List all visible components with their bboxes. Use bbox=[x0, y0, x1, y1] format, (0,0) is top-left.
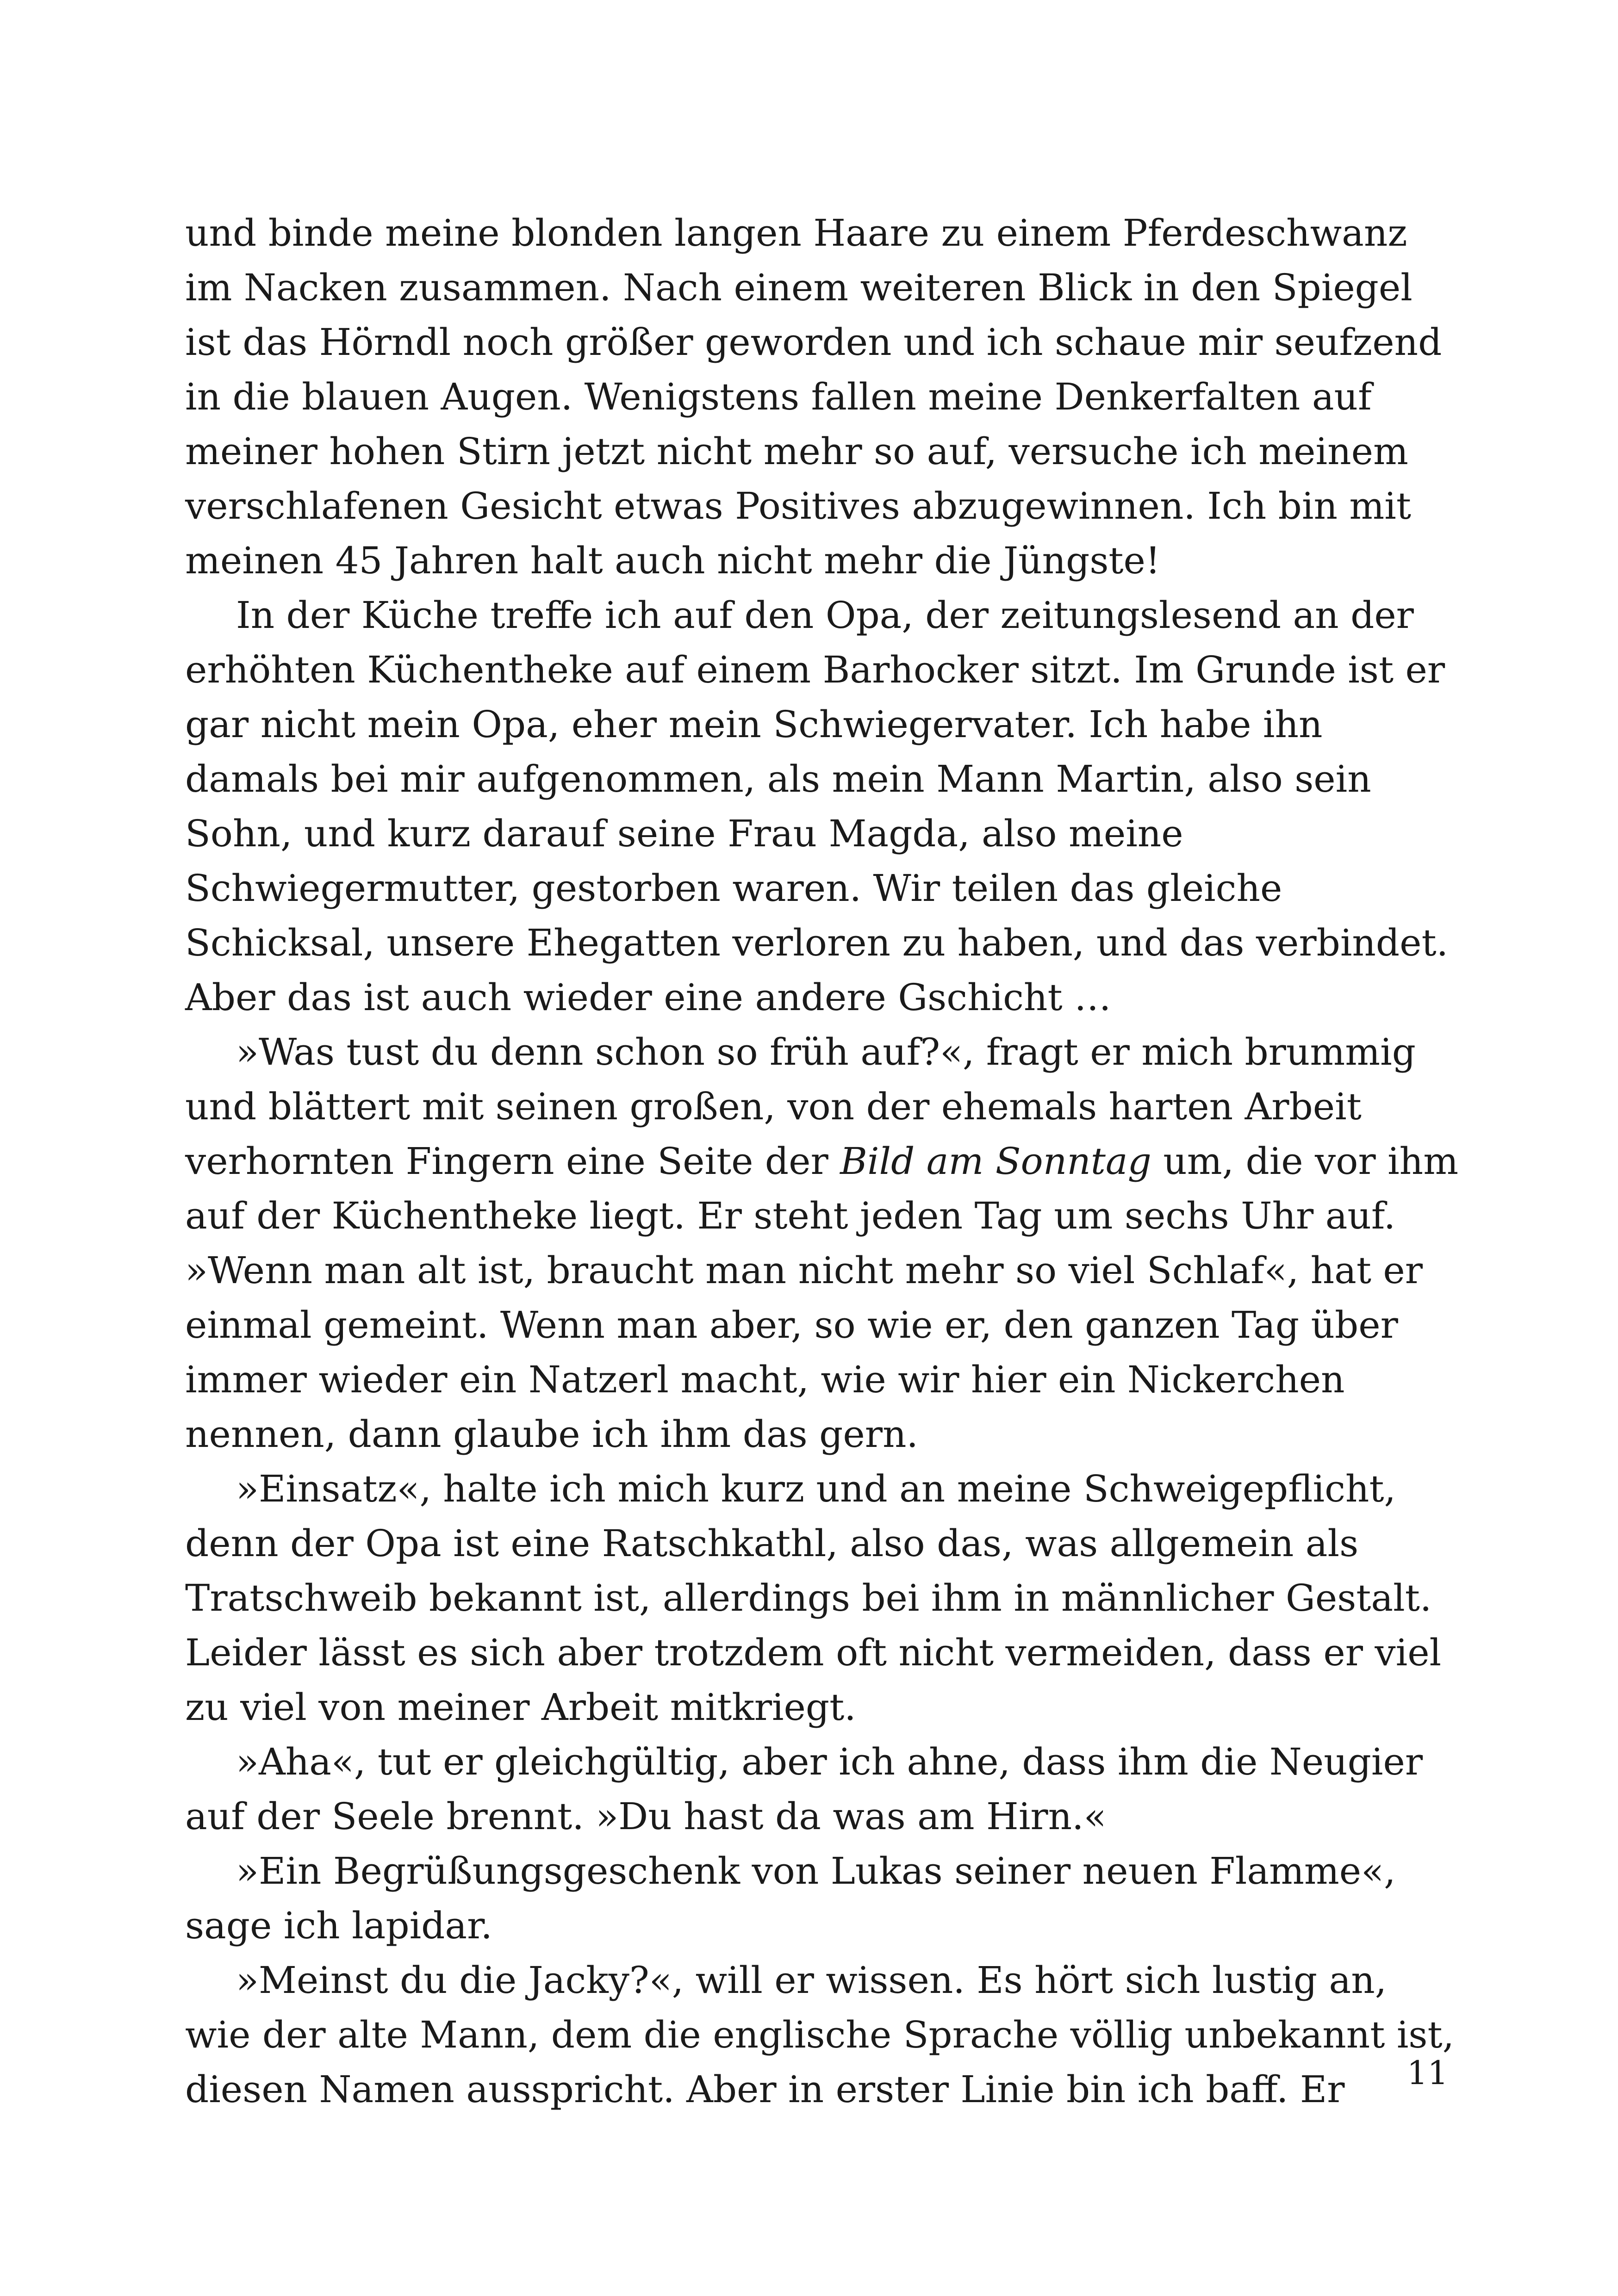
text-segment: verhornten Fingern eine Seite der bbox=[185, 1140, 840, 1183]
text-line: in die blauen Augen. Wenigstens fallen meine Denkerfalten auf bbox=[185, 375, 1372, 418]
body-text bbox=[185, 206, 1459, 2117]
text-line: immer wieder ein Natzerl macht, wie wir hier ein Nickerchen bbox=[185, 1358, 1345, 1401]
text-line: »Ein Begrüßungsgeschenk von Lukas seiner neuen Flamme«, bbox=[236, 1849, 1396, 1893]
text-line: wie der alte Mann, dem die englische Sprache völlig unbekannt ist, bbox=[185, 2013, 1455, 2056]
text-line: denn der Opa ist eine Ratschkathl, also das, was allgemein als bbox=[185, 1522, 1359, 1565]
text-line: verschlafenen Gesicht etwas Positives abzugewinnen. Ich bin mit bbox=[185, 484, 1411, 527]
text-line: erhöhten Küchentheke auf einem Barhocker sitzt. Im Grunde ist er bbox=[185, 648, 1445, 691]
text-line: »Einsatz«, halte ich mich kurz und an meine Schweigepflicht, bbox=[236, 1467, 1396, 1510]
text-line: Leider lässt es sich aber trotzdem oft nicht vermeiden, dass er viel bbox=[185, 1631, 1442, 1674]
text-line: diesen Namen ausspricht. Aber in erster Linie bin ich baff. Er bbox=[185, 2068, 1345, 2111]
text-line: nennen, dann glaube ich ihm das gern. bbox=[185, 1413, 918, 1456]
text-line: auf der Seele brennt. »Du hast da was am Hirn.« bbox=[185, 1795, 1107, 1838]
newspaper-title: Bild am Sonntag bbox=[840, 1140, 1151, 1183]
text-line: sage ich lapidar. bbox=[185, 1904, 492, 1947]
text-line: »Was tust du denn schon so früh auf?«, fragt er mich brummig bbox=[236, 1030, 1416, 1074]
text-line: In der Küche treffe ich auf den Opa, der zeitungslesend an der bbox=[236, 594, 1414, 637]
text-line: damals bei mir aufgenommen, als mein Mann Martin, also sein bbox=[185, 757, 1371, 800]
text-line: Sohn, und kurz darauf seine Frau Magda, also meine bbox=[185, 812, 1183, 855]
text-line: Aber das ist auch wieder eine andere Gschicht … bbox=[185, 976, 1112, 1019]
text-line: Schicksal, unsere Ehegatten verloren zu haben, und das verbindet. bbox=[185, 921, 1449, 964]
text-line: zu viel von meiner Arbeit mitkriegt. bbox=[185, 1686, 856, 1729]
text-line: Tratschweib bekannt ist, allerdings bei ihm in männlicher Gestalt. bbox=[185, 1576, 1432, 1620]
text-line: im Nacken zusammen. Nach einem weiteren Blick in den Spiegel bbox=[185, 266, 1413, 309]
text-line: gar nicht mein Opa, eher mein Schwiegervater. Ich habe ihn bbox=[185, 703, 1323, 746]
text-line: auf der Küchentheke liegt. Er steht jeden Tag um sechs Uhr auf. bbox=[185, 1194, 1396, 1237]
text-line: »Meinst du die Jacky?«, will er wissen. Es hört sich lustig an, bbox=[236, 1959, 1387, 2002]
text-line: Schwiegermutter, gestorben waren. Wir teilen das gleiche bbox=[185, 867, 1282, 910]
text-line: und blättert mit seinen großen, von der ehemals harten Arbeit bbox=[185, 1085, 1362, 1128]
text-line: »Aha«, tut er gleichgültig, aber ich ahne, dass ihm die Neugier bbox=[236, 1740, 1423, 1783]
page-number: 11 bbox=[1407, 2054, 1449, 2092]
text-line: meiner hohen Stirn jetzt nicht mehr so auf, versuche ich meinem bbox=[185, 430, 1408, 473]
text-line: meinen 45 Jahren halt auch nicht mehr die Jüngste! bbox=[185, 539, 1161, 582]
text-line: und binde meine blonden langen Haare zu einem Pferdeschwanz bbox=[185, 211, 1407, 254]
text-line: »Wenn man alt ist, braucht man nicht mehr so viel Schlaf«, hat er bbox=[185, 1249, 1423, 1292]
text-line: einmal gemeint. Wenn man aber, so wie er, den ganzen Tag über bbox=[185, 1303, 1398, 1347]
text-line bbox=[185, 1134, 1459, 1189]
text-line: ist das Hörndl noch größer geworden und ich schaue mir seufzend bbox=[185, 321, 1442, 364]
text-segment: um, die vor ihm bbox=[1151, 1140, 1459, 1183]
